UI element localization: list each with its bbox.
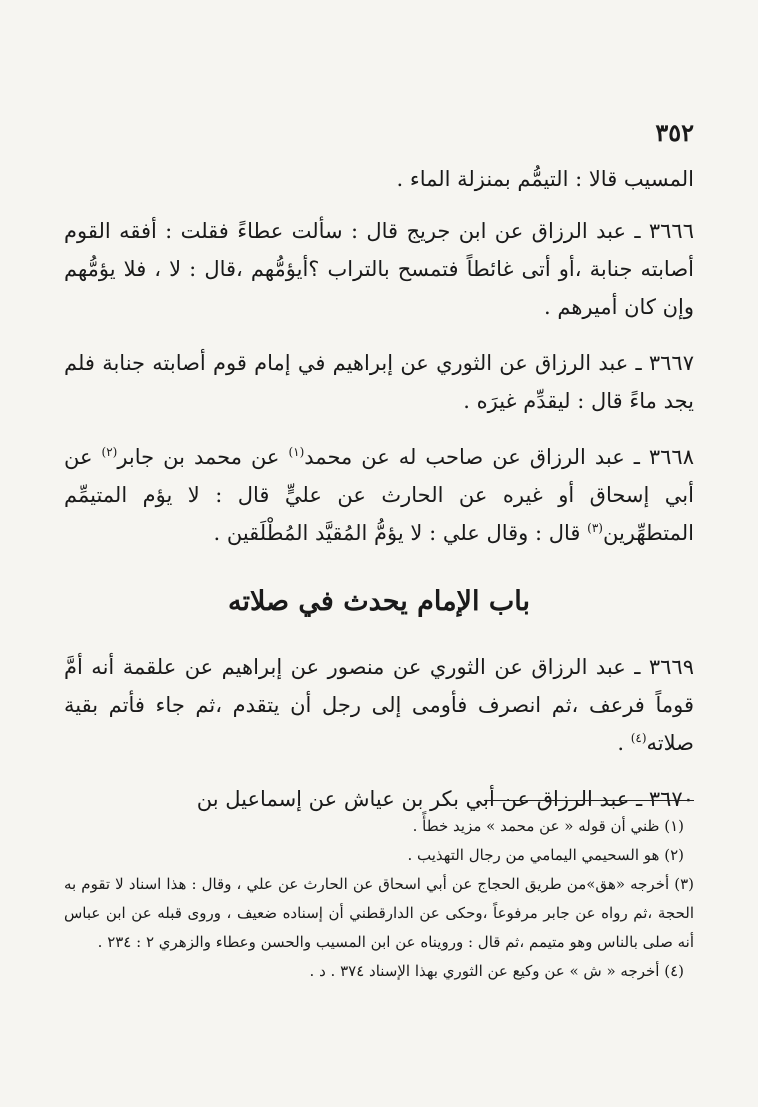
hadith-text: ـ عبد الرزاق عن أبي بكر بن عياش عن إسماعيل بن: [196, 787, 649, 811]
hadith-number: ٣٦٦٩: [648, 655, 694, 679]
footnote-1: (١) ظني أن قوله « عن محمد » مزيد خطأً .: [412, 817, 684, 835]
hadith-text-part: ـ عبد الرزاق عن الثوري عن منصور عن إبراهيم عن علقمة أنه أمَّ قوماً فرعف ،ثم انصرف فأومى إلى رجل أن يتقدم ،ثم جاء فأتم بقية صلاته: [64, 655, 694, 755]
hadith-number: ٣٦٦٨: [648, 445, 694, 469]
footnote-3: (٣) أخرجه «هق»من طريق الحجاج عن أبي اسحاق عن الحارث عن علي ، وقال : هذا اسناد لا تقوم به الحجة ،ثم رواه عن جابر مرفوعاً ،وحكى عن الدارقطني أن إسناده ضعيف ، وروى قبله عن ابن عباس أنه صلى بالناس وهو متيمم ،ثم قال : ورويناه عن ابن المسيب والحسن وعطاء والزهري ٢ : ٢٣٤ .: [64, 875, 694, 951]
paragraph-continuation: [64, 160, 694, 198]
hadith-text-part: عن محمد بن جابر: [117, 445, 289, 469]
book-page: [64, 0, 694, 1107]
hadith-3666: [64, 212, 694, 326]
hadith-3668: [64, 438, 694, 552]
footnote-ref: (٤): [630, 731, 647, 745]
hadith-3667: [64, 344, 694, 420]
hadith-text-part: قال : وقال علي : لا يؤمُّ المُقيَّد المُطْلَقين .: [213, 521, 588, 545]
footnote-ref: (٣): [587, 521, 603, 535]
hadith-number: ٣٦٧٠: [648, 787, 694, 811]
hadith-text: ـ عبد الرزاق عن الثوري عن إبراهيم في إمام قوم أصابته جنابة فلم يجد ماءً قال : ليقدِّم غيرَه .: [64, 351, 694, 413]
hadith-number: ٣٦٦٧: [648, 351, 694, 375]
main-text: [64, 160, 694, 836]
footnote-divider: [484, 800, 694, 801]
hadith-text-part: عن أبي إسحاق أو غيره عن الحارث عن عليٍّ قال : لا يؤم المتيمِّم المتطهِّرين: [64, 445, 694, 545]
paragraph-text: المسيب قالا : التيمُّم بمنزلة الماء .: [396, 167, 694, 191]
hadith-text: ـ عبد الرزاق عن ابن جريج قال : سألت عطاءً فقلت : أفقه القوم أصابته جنابة ،أو أتى غائطاً فتمسح بالتراب ؟أيؤمُّهم ،قال : لا ، فلا يؤمُّهم وإن كان أميرهم .: [64, 219, 694, 319]
hadith-3669: [64, 648, 694, 762]
footnote-ref: (٢): [101, 445, 118, 459]
footnotes: [64, 812, 694, 986]
hadith-text-part: .: [617, 731, 631, 755]
footnote-2: (٢) هو السحيمي اليمامي من رجال التهذيب .: [407, 846, 684, 864]
hadith-number: ٣٦٦٦: [648, 219, 694, 243]
footnote-4: (٤) أخرجه « ش » عن وكيع عن الثوري بهذا الإسناد ٣٧٤ . د .: [309, 962, 684, 980]
page-number: ٣٥٢: [655, 118, 694, 147]
chapter-title: باب الإمام يحدث في صلاته: [227, 586, 531, 617]
hadith-text-part: ـ عبد الرزاق عن صاحب له عن محمد: [304, 445, 649, 469]
footnote-ref: (١): [288, 445, 305, 459]
